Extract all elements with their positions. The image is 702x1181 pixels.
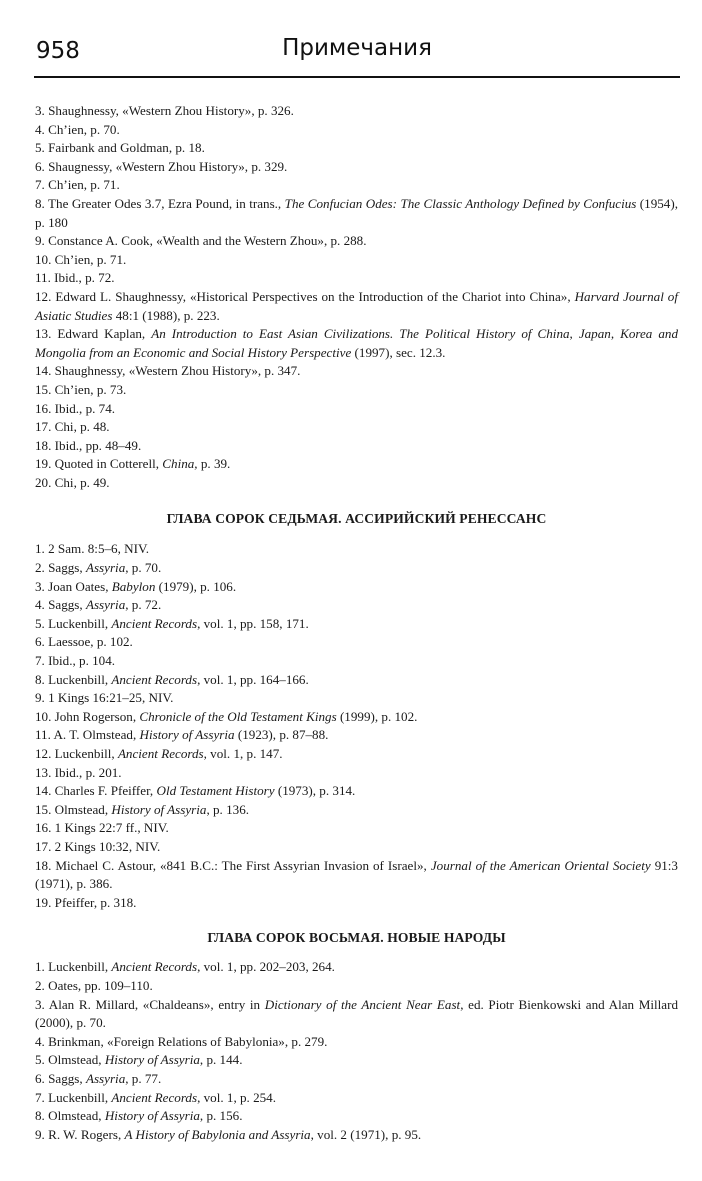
note-text: Ibid., p. 201. [54, 764, 122, 780]
note-text: Ch’ien, p. 71. [48, 177, 120, 193]
note-item [35, 362, 678, 381]
note-number: 4. [35, 1033, 45, 1049]
note-item [35, 1051, 678, 1070]
note-item [35, 764, 678, 783]
note-item [35, 437, 678, 456]
note-item [35, 996, 678, 1033]
note-item [35, 288, 678, 325]
note-number: 2. [35, 977, 45, 993]
note-item [35, 540, 678, 559]
note-title: Ancient Records [111, 615, 198, 631]
note-title: Harvard Journal of Asiatic Studies [35, 288, 678, 323]
note-title: Journal of the American Oriental Society [430, 857, 651, 873]
note-title: Assyria [85, 560, 126, 576]
note-item [35, 158, 678, 177]
note-text: 91:3 (1971), p. 386. [35, 857, 678, 892]
note-number: 4. [35, 121, 45, 137]
note-item [35, 671, 678, 690]
notes-section-previous [35, 102, 678, 492]
note-item [35, 838, 678, 857]
note-item [35, 615, 678, 634]
note-text: , p. 156. [199, 1108, 243, 1124]
note-text: Pfeiffer, p. 318. [54, 894, 137, 910]
note-number: 5. [35, 615, 45, 631]
note-number: 3. [35, 578, 45, 594]
note-item [35, 139, 678, 158]
note-number: 7. [35, 1089, 45, 1105]
note-text: Brinkman, «Foreign Relations of Babylonia», p. 279. [48, 1033, 328, 1049]
note-number: 8. [35, 195, 45, 211]
note-text: , p. 77. [125, 1070, 162, 1086]
note-title: The Confucian Odes: The Classic Anthology Defined by Confucius [284, 195, 637, 211]
note-text: Saggs, [48, 597, 86, 613]
note-number: 6. [35, 634, 45, 650]
note-number: 16. [35, 400, 52, 416]
note-number: 7. [35, 177, 45, 193]
note-item [35, 381, 678, 400]
note-number: 9. [35, 233, 45, 249]
note-text: Ibid., p. 104. [48, 653, 116, 669]
note-text: (1954), p. 180 [35, 195, 678, 230]
note-number: 11. [35, 270, 51, 286]
note-number: 10. [35, 708, 52, 724]
note-text: , p. 144. [199, 1052, 243, 1068]
note-text: (1997), sec. 12.3. [351, 344, 446, 360]
note-title: Chronicle of the Old Testament Kings [139, 708, 337, 724]
note-item [35, 894, 678, 913]
note-text: Ch’ien, p. 71. [54, 251, 127, 267]
note-text: Laessoe, p. 102. [48, 634, 133, 650]
note-number: 12. [35, 746, 52, 761]
notes-body [35, 102, 678, 1144]
note-text: , p. 72. [125, 597, 162, 613]
note-number: 19. [35, 456, 52, 472]
note-number: 11. [35, 727, 51, 743]
note-item [35, 232, 678, 251]
note-number: 20. [35, 474, 52, 490]
note-text: Alan R. Millard, «Chaldeans», entry in [48, 996, 265, 1012]
note-number: 15. [35, 381, 52, 397]
note-text: Fairbank and Goldman, p. 18. [48, 140, 205, 156]
note-item [35, 782, 678, 801]
note-item [35, 1126, 678, 1145]
note-text: Shaughnessy, «Western Zhou History», p. 326. [48, 103, 294, 118]
note-item [35, 1089, 678, 1108]
note-text: Luckenbill, [48, 671, 112, 687]
note-title: An Introduction to East Asian Civilizations. The Political History of China, Japan, Korea and Mongolia from an Economic and Social History Perspective [35, 326, 678, 360]
note-number: 1. [35, 541, 45, 557]
note-item [35, 801, 678, 820]
note-text: Chi, p. 48. [54, 419, 110, 435]
note-text: (1979), p. 106. [155, 578, 237, 594]
note-number: 6. [35, 1070, 45, 1086]
note-text: Quoted in Cotterell, [54, 456, 163, 472]
note-item [35, 418, 678, 437]
note-item [35, 269, 678, 288]
note-number: 4. [35, 597, 45, 613]
notes-section-chapter-47 [35, 540, 678, 912]
note-title: History of Assyria [111, 801, 207, 817]
note-item [35, 652, 678, 671]
note-number: 18. [35, 857, 52, 873]
note-text: Olmstead, [48, 1052, 105, 1068]
note-item [35, 400, 678, 419]
note-text: , vol. 1, p. 147. [203, 746, 283, 761]
note-number: 13. [35, 764, 52, 780]
note-text: 1 Kings 16:21–25, NIV. [48, 690, 174, 706]
note-text: Constance A. Cook, «Wealth and the Western Zhou», p. 288. [48, 233, 367, 249]
note-item [35, 325, 678, 362]
note-text: Olmstead, [48, 1108, 105, 1124]
note-text: Shaughnessy, «Western Zhou History», p. 347. [54, 363, 301, 379]
note-text: 1 Kings 22:7 ff., NIV. [54, 820, 169, 836]
chapter-heading: ГЛАВА СОРОК ВОСЬМАЯ. НОВЫЕ НАРОДЫ [207, 930, 506, 946]
page-header [34, 32, 680, 78]
note-item [35, 633, 678, 652]
note-number: 5. [35, 1052, 45, 1068]
note-text: Oates, pp. 109–110. [48, 977, 153, 993]
note-item [35, 176, 678, 195]
note-title: Ancient Records [117, 746, 204, 761]
note-item [35, 1070, 678, 1089]
chapter-heading: ГЛАВА СОРОК СЕДЬМАЯ. АССИРИЙСКИЙ РЕНЕССАНС [166, 511, 547, 527]
note-number: 7. [35, 653, 45, 669]
note-item [35, 596, 678, 615]
note-text: , vol. 1, pp. 164–166. [197, 671, 309, 687]
note-item [35, 1033, 678, 1052]
note-text: Joan Oates, [48, 578, 112, 594]
note-title: Ancient Records [111, 959, 198, 975]
running-title: Примечания [282, 35, 432, 61]
note-title: Assyria [85, 1070, 126, 1086]
note-text: Charles F. Pfeiffer, [54, 783, 157, 799]
note-number: 9. [35, 690, 45, 706]
note-item [35, 1107, 678, 1126]
note-text: Ch’ien, p. 70. [48, 121, 120, 137]
note-text: , p. 136. [206, 801, 250, 817]
header-rule [34, 76, 680, 78]
note-text: Shaugnessy, «Western Zhou History», p. 329. [48, 158, 288, 174]
note-number: 14. [35, 363, 52, 379]
note-text: Ibid., p. 74. [54, 400, 116, 416]
note-text: , p. 70. [125, 560, 162, 576]
note-text: 48:1 (1988), p. 223. [112, 307, 220, 323]
note-number: 10. [35, 251, 52, 267]
note-text: (1973), p. 314. [274, 783, 356, 799]
note-number: 13. [35, 326, 52, 342]
note-item [35, 474, 678, 493]
note-number: 18. [35, 437, 52, 453]
note-number: 8. [35, 671, 45, 687]
note-item [35, 251, 678, 270]
note-text: Luckenbill, [48, 1089, 112, 1105]
note-item [35, 745, 678, 764]
note-item [35, 689, 678, 708]
note-title: Babylon [111, 578, 156, 594]
note-text: John Rogerson, [54, 708, 140, 724]
note-number: 15. [35, 801, 52, 817]
note-title: History of Assyria [139, 727, 235, 743]
note-item [35, 857, 678, 894]
note-title: Assyria [85, 597, 126, 613]
note-text: , vol. 1, pp. 158, 171. [197, 615, 309, 631]
note-text: R. W. Rogers, [48, 1126, 125, 1142]
note-text: Edward L. Shaughnessy, «Historical Perspectives on the Introduction of the Chariot into China», [55, 288, 575, 304]
note-title: China, [162, 456, 198, 472]
note-item [35, 726, 678, 745]
note-item [35, 578, 678, 597]
note-text: , vol. 2 (1971), p. 95. [310, 1126, 422, 1142]
note-title: Ancient Records [111, 671, 198, 687]
note-item [35, 819, 678, 838]
note-title: Old Testament History [156, 783, 275, 799]
note-item [35, 977, 678, 996]
note-text: The Greater Odes 3.7, Ezra Pound, in trans., [48, 195, 285, 211]
note-number: 3. [35, 996, 45, 1012]
note-text: 2 Sam. 8:5–6, NIV. [48, 541, 149, 557]
note-text: , vol. 1, p. 254. [197, 1089, 277, 1105]
note-item [35, 958, 678, 977]
note-number: 14. [35, 783, 52, 799]
note-number: 2. [35, 560, 45, 576]
note-item [35, 102, 678, 121]
note-number: 12. [35, 288, 52, 304]
note-item [35, 455, 678, 474]
note-text: Michael C. Astour, «841 B.C.: The First Assyrian Invasion of Israel», [55, 857, 431, 873]
note-text: Saggs, [48, 1070, 86, 1086]
note-number: 16. [35, 820, 52, 836]
note-title: History of Assyria [104, 1108, 200, 1124]
note-text: A. T. Olmstead, [53, 727, 140, 743]
note-title: Ancient Records [111, 1089, 198, 1105]
notes-section-chapter-48 [35, 958, 678, 1144]
note-title: Dictionary of the Ancient Near East [264, 996, 461, 1012]
note-text: Luckenbill, [48, 615, 112, 631]
note-text: (1923), p. 87–88. [234, 727, 329, 743]
note-number: 5. [35, 140, 45, 156]
note-number: 17. [35, 419, 52, 435]
note-text: , vol. 1, pp. 202–203, 264. [197, 959, 335, 975]
note-number: 1. [35, 959, 45, 975]
note-text: Luckenbill, [48, 959, 112, 975]
note-text: Ch’ien, p. 73. [54, 381, 127, 397]
note-number: 19. [35, 894, 52, 910]
note-text: p. 39. [197, 456, 231, 472]
note-text: Chi, p. 49. [54, 474, 110, 490]
note-number: 8. [35, 1108, 45, 1124]
note-title: A History of Babylonia and Assyria [124, 1126, 311, 1142]
note-text: Edward Kaplan, [57, 326, 152, 342]
note-text: Ibid., pp. 48–49. [54, 437, 142, 453]
note-number: 17. [35, 838, 52, 854]
note-text: 2 Kings 10:32, NIV. [54, 838, 161, 854]
note-item [35, 559, 678, 578]
note-number: 9. [35, 1126, 45, 1142]
page-number: 958 [36, 38, 80, 64]
note-text: Olmstead, [54, 801, 112, 817]
note-item [35, 121, 678, 140]
note-item [35, 195, 678, 232]
note-text: Luckenbill, [54, 746, 118, 761]
note-text: (1999), p. 102. [336, 708, 418, 724]
note-item [35, 708, 678, 727]
note-title: History of Assyria [104, 1052, 200, 1068]
note-number: 3. [35, 103, 45, 118]
note-text: , ed. Piotr Bienkowski and Alan Millard (2000), p. 70. [35, 996, 679, 1031]
note-text: Saggs, [48, 560, 86, 576]
note-text: Ibid., p. 72. [54, 270, 115, 286]
note-number: 6. [35, 158, 45, 174]
